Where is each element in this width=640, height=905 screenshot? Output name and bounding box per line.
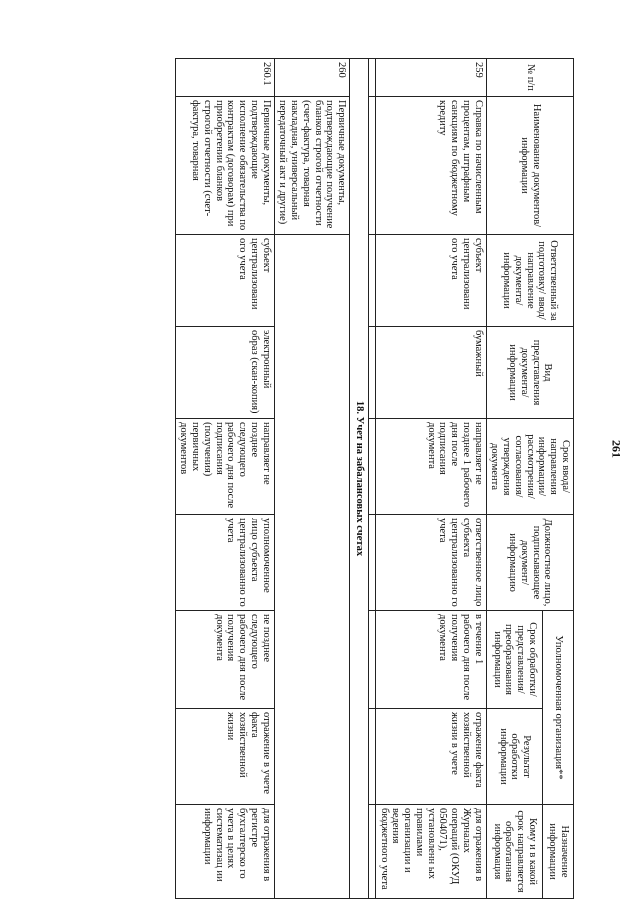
row-purpose: для отражения в Журналах операций (ОКУД 0504071), установленн ых правилами организации и ведения бюджетного учета bbox=[376, 805, 487, 899]
row-num: 260 bbox=[274, 59, 350, 97]
header-num: № п/п bbox=[486, 59, 573, 97]
row-name: Справка по начисленным процентам, штрафным санкциям по бюджетному кредиту bbox=[376, 97, 487, 235]
table-row bbox=[175, 59, 274, 899]
header-authorized-org: Уполномоченная организация** bbox=[543, 611, 574, 805]
row-purpose: для отражения в регистре бухгалтерско го учета в целях систематизац ии информации bbox=[175, 805, 274, 899]
header-processing-result: Результат обработки информации bbox=[486, 709, 542, 805]
row-official: ответственное лицо субъекта централизованно го учета bbox=[376, 515, 487, 611]
header-form: Вид представления документа/ информации bbox=[486, 327, 573, 419]
table-row bbox=[376, 59, 487, 899]
header-responsible: Ответственный за подготовку/ ввод/ направление документа/ информации bbox=[486, 235, 573, 327]
header-purpose-sub: Кому и в какой срок направляется обработанная информация bbox=[486, 805, 542, 899]
row-empty-span bbox=[274, 235, 350, 899]
row-deadline: направляет не позднее следующего рабочего дня после подписания (получения) первичных документов bbox=[175, 419, 274, 515]
page-number: 261 bbox=[609, 440, 624, 458]
spacer-row bbox=[369, 59, 376, 899]
row-responsible: субъект централизовани ого учета bbox=[175, 235, 274, 327]
row-processing-term: в течение 1 рабочего дня после получения документа bbox=[376, 611, 487, 709]
row-form: электронный образ (скан-копия) bbox=[175, 327, 274, 419]
header-name: Наименование документов/информации bbox=[486, 97, 573, 235]
section-title: 18. Учет на забалансовых счетах bbox=[350, 59, 369, 899]
row-name: Первичные документы, подтверждающие получение бланков строгой отчетности (счет-фактура, товарная накладная, универсальный передаточный акт и другие) bbox=[274, 97, 350, 235]
row-processing-term: не позднее следующего рабочего дня после получения документа bbox=[175, 611, 274, 709]
header-official: Должностное лицо, подписывающее документ/ информацию bbox=[486, 515, 573, 611]
row-name: Первичные документы, подтверждающие исполнение обязательства по контрактам (договорам) при приобретении бланков строгой отчетности (счет-фактура, товарная bbox=[175, 97, 274, 235]
row-deadline: направляет не позднее 1 рабочего дня после подписания документа bbox=[376, 419, 487, 515]
header-deadline: Срок ввода/ направления информации/ рассмотрения/ согласования/ утверждения документа bbox=[486, 419, 573, 515]
section-row bbox=[350, 59, 369, 899]
document-sheet bbox=[64, 58, 574, 898]
row-official: уполномоченное лицо субъекта централизованно го учета bbox=[175, 515, 274, 611]
document-table bbox=[175, 58, 574, 899]
row-num: 259 bbox=[376, 59, 487, 97]
row-num: 260.1 bbox=[175, 59, 274, 97]
row-responsible: субъект централизовани ого учета bbox=[376, 235, 487, 327]
row-processing-result: отражение в учете факта хозяйственной жизни bbox=[175, 709, 274, 805]
header-purpose: Назначение информации bbox=[543, 805, 574, 899]
header-processing-term: Срок обработки/ представления/ преобразования информации bbox=[486, 611, 542, 709]
row-form: бумажный bbox=[376, 327, 487, 419]
table-row bbox=[274, 59, 350, 899]
row-processing-result: отражение факта хозяйственной жизни в учете bbox=[376, 709, 487, 805]
